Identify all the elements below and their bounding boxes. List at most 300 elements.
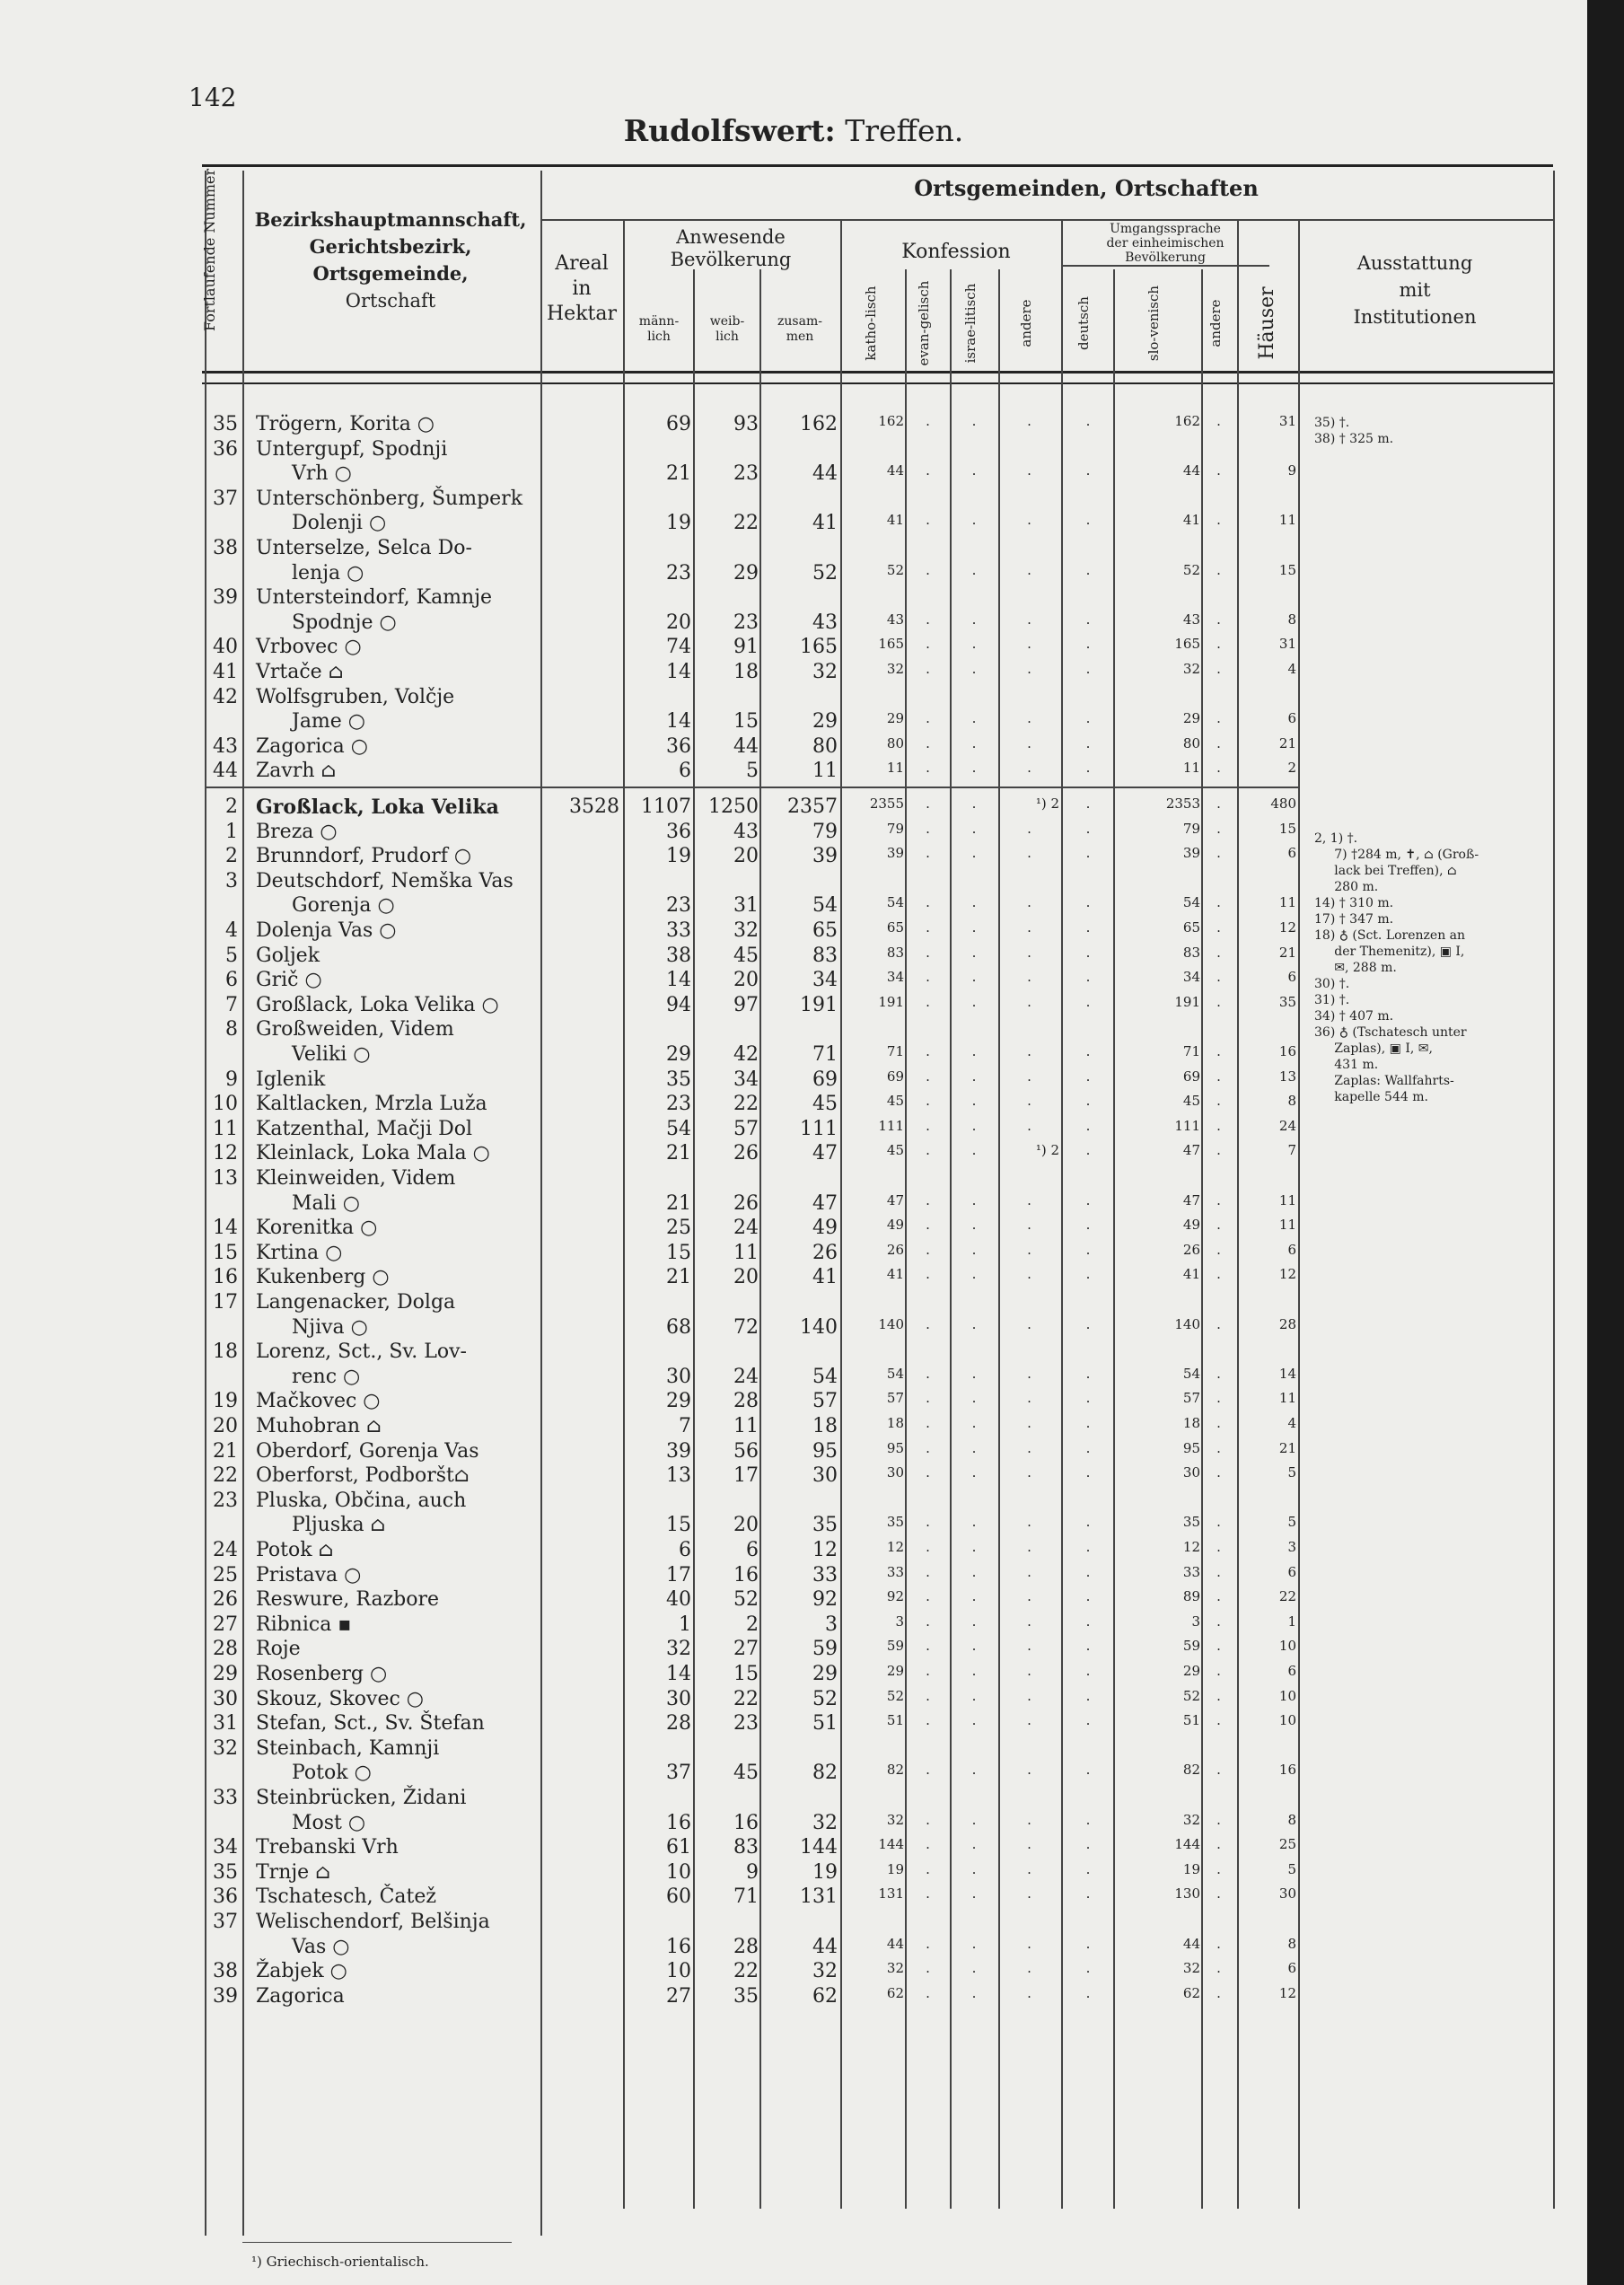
cell-number: 9 — [225, 1068, 238, 1091]
cell-zusammen: 95 — [812, 1439, 838, 1463]
cell-haeuser: 6 — [1287, 710, 1296, 727]
cell-weiblich: 32 — [733, 919, 759, 942]
cell-deutsch: . — [1085, 1935, 1091, 1952]
column-rule — [1298, 219, 1300, 2209]
cell-maennlich: 30 — [666, 1365, 691, 1388]
cell-katholisch: 43 — [886, 611, 904, 628]
column-rule — [242, 171, 244, 2236]
cell-katholisch: 2355 — [869, 795, 904, 812]
cell-haeuser: 11 — [1278, 894, 1296, 911]
cell-number: 11 — [213, 1117, 238, 1140]
cell-haeuser: 6 — [1287, 969, 1296, 986]
cell-weiblich: 23 — [733, 1712, 759, 1736]
cell-deutsch: . — [1085, 1860, 1091, 1877]
subheader-slovenisch: slo-venisch — [1146, 285, 1162, 362]
header-ortsgemeinden: Ortsgemeinden, Ortschaften — [914, 175, 1259, 201]
cell-ev: . — [926, 795, 930, 812]
cell-weiblich: 35 — [733, 1984, 759, 2008]
cell-ev: . — [926, 1613, 930, 1630]
cell-maennlich: 13 — [666, 1464, 691, 1488]
cell-slovenisch: 71 — [1182, 1042, 1200, 1059]
cell-deutsch: . — [1085, 919, 1091, 936]
cell-deutsch: . — [1085, 1042, 1091, 1059]
cell-maennlich: 25 — [666, 1217, 691, 1240]
cell-place-name: Deutschdorf, Nemška Vas — [256, 869, 514, 892]
cell-number: 19 — [213, 1390, 238, 1413]
cell-katholisch: 144 — [878, 1836, 904, 1853]
cell-place-name: Pristava ○ — [256, 1563, 362, 1586]
cell-andere: . — [1027, 611, 1031, 628]
cell-place-name: Lorenz, Sct., Sv. Lov- — [256, 1340, 467, 1364]
cell-haeuser: 11 — [1278, 512, 1296, 529]
cell-slovenisch: 2353 — [1165, 795, 1200, 812]
cell-ev: . — [926, 944, 930, 961]
column-rule — [205, 171, 206, 2236]
cell-andere: . — [1027, 561, 1031, 578]
cell-maennlich: 68 — [666, 1315, 691, 1339]
cell-maennlich: 14 — [666, 969, 691, 992]
cell-ev: . — [926, 661, 930, 677]
cell-ev: . — [926, 561, 930, 578]
cell-weiblich: 27 — [733, 1638, 759, 1661]
cell-maennlich: 6 — [679, 1539, 691, 1561]
cell-is: . — [971, 1638, 977, 1655]
cell-slovenisch: 30 — [1182, 1464, 1200, 1481]
cell-andere: . — [1027, 1762, 1031, 1779]
cell-place-name: Welischendorf, Belšinja — [256, 1911, 490, 1933]
cell-deutsch: . — [1085, 1464, 1091, 1481]
cell-katholisch: 26 — [886, 1241, 904, 1258]
cell-andere: . — [1027, 1068, 1031, 1085]
cell-deutsch: . — [1085, 969, 1091, 986]
column-rule — [1201, 269, 1203, 2209]
cell-is: . — [971, 1315, 977, 1332]
cell-katholisch: 41 — [886, 1266, 904, 1283]
cell-is: . — [971, 1687, 977, 1704]
cell-slovenisch: 44 — [1182, 462, 1200, 479]
cell-andere: . — [1027, 413, 1031, 429]
cell-place-name: Skouz, Skovec ○ — [256, 1687, 424, 1710]
cell-ev: . — [926, 1885, 930, 1903]
cell-andere: . — [1027, 1712, 1031, 1729]
cell-andere: . — [1027, 845, 1031, 862]
cell-ev: . — [926, 1042, 930, 1059]
cell-haeuser: 5 — [1287, 1514, 1296, 1531]
cell-maennlich: 29 — [666, 1042, 691, 1066]
cell-number: 7 — [225, 993, 238, 1016]
cell-haeuser: 8 — [1287, 1935, 1296, 1952]
cell-haeuser: 12 — [1278, 1984, 1296, 2001]
cell-slovenisch: 111 — [1174, 1117, 1200, 1134]
cell-andere: . — [1027, 636, 1031, 653]
cell-is: . — [971, 1836, 977, 1853]
subheader-andere: andere — [1018, 299, 1034, 347]
column-rule — [998, 269, 1000, 2209]
cell-zusammen: 32 — [812, 1811, 838, 1834]
cell-zusammen: 29 — [812, 710, 838, 734]
cell-is: . — [971, 820, 977, 837]
cell-katholisch: 30 — [886, 1464, 904, 1481]
cell-ev: . — [926, 636, 930, 653]
cell-slovenisch: 165 — [1174, 636, 1200, 653]
cell-maennlich: 21 — [666, 1191, 691, 1215]
cell-slovenisch: 12 — [1182, 1539, 1200, 1555]
cell-ev: . — [926, 1191, 930, 1208]
cell-deutsch: . — [1085, 1539, 1091, 1555]
cell-andere-sprache: . — [1216, 760, 1221, 777]
cell-place-name: Großlack, Loka Velika ○ — [256, 993, 499, 1016]
cell-andere-sprache: . — [1216, 1960, 1221, 1977]
cell-zusammen: 79 — [812, 820, 838, 843]
cell-place-name: Vrtače ⌂ — [256, 661, 344, 683]
cell-slovenisch: 33 — [1182, 1563, 1200, 1580]
cell-ev: . — [926, 1415, 930, 1431]
cell-deutsch: . — [1085, 1712, 1091, 1729]
cell-slovenisch: 54 — [1182, 1365, 1200, 1382]
cell-place-name: Krtina ○ — [256, 1241, 343, 1264]
cell-weiblich: 2 — [746, 1613, 759, 1636]
cell-katholisch: 69 — [886, 1068, 904, 1085]
cell-place-name: Njiva ○ — [292, 1315, 368, 1339]
cell-place-name: Breza ○ — [256, 820, 338, 843]
cell-is: . — [971, 969, 977, 986]
cell-andere: . — [1027, 1117, 1031, 1134]
cell-ev: . — [926, 462, 930, 479]
cell-weiblich: 45 — [733, 1762, 759, 1785]
cell-andere-sprache: . — [1216, 1266, 1221, 1283]
cell-haeuser: 4 — [1287, 661, 1296, 677]
cell-place-name: Korenitka ○ — [256, 1217, 378, 1240]
cell-weiblich: 43 — [733, 820, 759, 843]
cell-deutsch: . — [1085, 1365, 1091, 1382]
cell-place-name: Untersteindorf, Kamnje — [256, 586, 493, 610]
cell-katholisch: 32 — [886, 1960, 904, 1977]
cell-weiblich: 93 — [733, 413, 759, 435]
cell-place-name: Ribnica ▪ — [256, 1613, 352, 1636]
cell-andere-sprache: . — [1216, 1217, 1221, 1234]
cell-is: . — [971, 760, 977, 777]
cell-slovenisch: 43 — [1182, 611, 1200, 628]
cell-is: . — [971, 462, 977, 479]
cell-deutsch: . — [1085, 894, 1091, 911]
cell-weiblich: 11 — [733, 1241, 759, 1264]
cell-place-name: Gorenja ○ — [292, 894, 395, 918]
cell-andere-sprache: . — [1216, 1241, 1221, 1258]
cell-ev: . — [926, 1068, 930, 1085]
cell-is: . — [971, 919, 977, 936]
cell-ev: . — [926, 1984, 930, 2001]
cell-deutsch: . — [1085, 561, 1091, 578]
cell-deutsch: . — [1085, 1217, 1091, 1234]
cell-deutsch: . — [1085, 1613, 1091, 1630]
cell-andere-sprache: . — [1216, 1464, 1221, 1481]
cell-deutsch: . — [1085, 1390, 1091, 1407]
cell-place-name: Vas ○ — [292, 1935, 350, 1958]
cell-maennlich: 1 — [679, 1613, 691, 1636]
cell-haeuser: 12 — [1278, 919, 1296, 936]
cell-deutsch: . — [1085, 820, 1091, 837]
cell-place-name: Stefan, Sct., Sv. Štefan — [256, 1712, 485, 1736]
cell-ev: . — [926, 1539, 930, 1555]
cell-andere: . — [1027, 944, 1031, 961]
subheader-deutsch: deutsch — [1075, 296, 1092, 350]
cell-slovenisch: 65 — [1182, 919, 1200, 936]
cell-slovenisch: 29 — [1182, 710, 1200, 727]
notes-block-1: 35) †. 38) † 325 m. — [1314, 416, 1394, 446]
cell-ev: . — [926, 1836, 930, 1853]
cell-number: 29 — [213, 1663, 238, 1685]
cell-weiblich: 72 — [733, 1315, 759, 1339]
cell-maennlich: 16 — [666, 1935, 691, 1958]
cell-haeuser: 11 — [1278, 1217, 1296, 1234]
cell-slovenisch: 29 — [1182, 1663, 1200, 1679]
cell-slovenisch: 191 — [1174, 993, 1200, 1010]
cell-is: . — [971, 734, 977, 751]
cell-zusammen: 41 — [812, 1266, 838, 1289]
cell-is: . — [971, 1241, 977, 1258]
cell-weiblich: 57 — [733, 1117, 759, 1140]
cell-haeuser: 15 — [1278, 561, 1296, 578]
cell-deutsch: . — [1085, 1762, 1091, 1779]
cell-zusammen: 34 — [812, 969, 838, 992]
cell-katholisch: 52 — [886, 561, 904, 578]
cell-andere-sprache: . — [1216, 1663, 1221, 1679]
cell-number: 36 — [213, 437, 238, 461]
cell-weiblich: 56 — [733, 1439, 759, 1463]
cell-andere-sprache: . — [1216, 845, 1221, 862]
cell-haeuser: 13 — [1278, 1068, 1296, 1085]
cell-zusammen: 69 — [812, 1068, 838, 1091]
cell-andere-sprache: . — [1216, 561, 1221, 578]
cell-andere: . — [1027, 1514, 1031, 1531]
cell-zusammen: 41 — [812, 512, 838, 535]
column-rule — [950, 269, 952, 2209]
cell-andere: . — [1027, 1613, 1031, 1630]
header-rule-2 — [202, 382, 1553, 384]
cell-deutsch: . — [1085, 760, 1091, 777]
cell-zusammen: 111 — [800, 1117, 838, 1140]
column-rule — [1553, 171, 1555, 2209]
cell-andere: . — [1027, 512, 1031, 529]
cell-haeuser: 22 — [1278, 1588, 1296, 1605]
footnote: ¹) Griechisch-orientalisch. — [251, 2254, 429, 2270]
cell-maennlich: 39 — [666, 1439, 691, 1463]
cell-zusammen: 65 — [812, 919, 838, 942]
cell-andere-sprache: . — [1216, 1539, 1221, 1555]
cell-maennlich: 1107 — [641, 795, 691, 818]
cell-weiblich: 42 — [733, 1042, 759, 1066]
cell-deutsch: . — [1085, 1241, 1091, 1258]
cell-haeuser: 31 — [1278, 413, 1296, 429]
cell-place-name: Jame ○ — [292, 710, 366, 734]
cell-is: . — [971, 1068, 977, 1085]
cell-ev: . — [926, 611, 930, 628]
cell-weiblich: 9 — [746, 1860, 759, 1884]
cell-place-name: Langenacker, Dolga — [256, 1291, 456, 1314]
cell-haeuser: 10 — [1278, 1638, 1296, 1655]
cell-andere: . — [1027, 1811, 1031, 1828]
cell-number: 4 — [225, 919, 238, 942]
cell-ev: . — [926, 1811, 930, 1828]
cell-slovenisch: 80 — [1182, 734, 1200, 751]
cell-ev: . — [926, 969, 930, 986]
cell-deutsch: . — [1085, 1415, 1091, 1431]
cell-place-name: Steinbrücken, Židani — [256, 1787, 467, 1809]
cell-place-name: Pljuska ⌂ — [292, 1514, 386, 1537]
cell-number: 39 — [213, 586, 238, 610]
cell-number: 32 — [213, 1736, 238, 1760]
cell-haeuser: 4 — [1287, 1415, 1296, 1431]
cell-zusammen: 3 — [825, 1613, 838, 1636]
cell-number: 33 — [213, 1787, 238, 1809]
cell-slovenisch: 35 — [1182, 1514, 1200, 1531]
cell-deutsch: . — [1085, 611, 1091, 628]
cell-deutsch: . — [1085, 1563, 1091, 1580]
cell-haeuser: 8 — [1287, 1811, 1296, 1828]
cell-place-name: Mali ○ — [292, 1191, 360, 1215]
cell-zusammen: 57 — [812, 1390, 838, 1413]
cell-weiblich: 52 — [733, 1588, 759, 1612]
cell-maennlich: 19 — [666, 845, 691, 868]
top-rule — [202, 164, 1553, 167]
cell-katholisch: 34 — [886, 969, 904, 986]
cell-maennlich: 30 — [666, 1687, 691, 1710]
cell-deutsch: . — [1085, 1885, 1091, 1903]
cell-weiblich: 71 — [733, 1885, 759, 1909]
cell-andere-sprache: . — [1216, 1093, 1221, 1110]
cell-katholisch: 44 — [886, 462, 904, 479]
cell-katholisch: 83 — [886, 944, 904, 961]
cell-andere-sprache: . — [1216, 1687, 1221, 1704]
cell-place-name: Grič ○ — [256, 969, 322, 992]
cell-ev: . — [926, 1638, 930, 1655]
cell-andere-sprache: . — [1216, 1042, 1221, 1059]
cell-ev: . — [926, 512, 930, 529]
cell-zusammen: 59 — [812, 1638, 838, 1661]
cell-maennlich: 36 — [666, 820, 691, 843]
cell-katholisch: 52 — [886, 1687, 904, 1704]
cell-place-name: Vrh ○ — [292, 462, 352, 486]
cell-katholisch: 57 — [886, 1390, 904, 1407]
cell-slovenisch: 32 — [1182, 661, 1200, 677]
cell-andere: . — [1027, 734, 1031, 751]
cell-zusammen: 144 — [800, 1836, 838, 1859]
cell-slovenisch: 3 — [1191, 1613, 1200, 1630]
cell-weiblich: 22 — [733, 1687, 759, 1710]
cell-ev: . — [926, 1514, 930, 1531]
cell-number: 3 — [225, 869, 238, 892]
cell-andere-sprache: . — [1216, 710, 1221, 727]
cell-maennlich: 15 — [666, 1514, 691, 1537]
group-rule — [205, 787, 1298, 788]
cell-number: 34 — [213, 1836, 238, 1859]
cell-andere: . — [1027, 1885, 1031, 1903]
cell-haeuser: 480 — [1270, 795, 1296, 812]
cell-ev: . — [926, 1464, 930, 1481]
cell-number: 10 — [213, 1093, 238, 1116]
cell-is: . — [971, 636, 977, 653]
cell-maennlich: 15 — [666, 1241, 691, 1264]
cell-ev: . — [926, 894, 930, 911]
cell-slovenisch: 52 — [1182, 1687, 1200, 1704]
cell-maennlich: 23 — [666, 894, 691, 918]
cell-slovenisch: 69 — [1182, 1068, 1200, 1085]
cell-katholisch: 33 — [886, 1563, 904, 1580]
cell-zusammen: 32 — [812, 1960, 838, 1983]
cell-number: 21 — [213, 1439, 238, 1463]
cell-weiblich: 20 — [733, 1266, 759, 1289]
cell-is: . — [971, 1514, 977, 1531]
cell-andere: . — [1027, 661, 1031, 677]
cell-zusammen: 35 — [812, 1514, 838, 1537]
subheader-andere2: andere — [1207, 299, 1224, 347]
cell-andere: . — [1027, 1390, 1031, 1407]
cell-andere-sprache: . — [1216, 1142, 1221, 1159]
cell-maennlich: 23 — [666, 561, 691, 584]
cell-number: 24 — [213, 1539, 238, 1561]
cell-zusammen: 45 — [812, 1093, 838, 1116]
cell-slovenisch: 59 — [1182, 1638, 1200, 1655]
cell-place-name: Großlack, Loka Velika — [256, 795, 499, 819]
cell-andere-sprache: . — [1216, 1514, 1221, 1531]
cell-haeuser: 11 — [1278, 1191, 1296, 1208]
cell-zusammen: 39 — [812, 845, 838, 868]
cell-zusammen: 54 — [812, 894, 838, 918]
cell-deutsch: . — [1085, 1836, 1091, 1853]
cell-is: . — [971, 1365, 977, 1382]
cell-maennlich: 14 — [666, 710, 691, 734]
cell-haeuser: 8 — [1287, 1093, 1296, 1110]
cell-place-name: Dolenji ○ — [292, 512, 387, 535]
cell-haeuser: 6 — [1287, 1960, 1296, 1977]
cell-katholisch: 29 — [886, 1663, 904, 1679]
cell-areal: 3528 — [569, 795, 619, 818]
cell-maennlich: 20 — [666, 611, 691, 634]
cell-weiblich: 22 — [733, 1093, 759, 1116]
cell-place-name: Katzenthal, Mačji Dol — [256, 1117, 473, 1140]
cell-andere: . — [1027, 1935, 1031, 1952]
cell-zusammen: 83 — [812, 944, 838, 967]
cell-weiblich: 24 — [733, 1217, 759, 1240]
cell-weiblich: 22 — [733, 1960, 759, 1983]
cell-haeuser: 15 — [1278, 820, 1296, 837]
cell-deutsch: . — [1085, 462, 1091, 479]
cell-haeuser: 10 — [1278, 1712, 1296, 1729]
cell-haeuser: 5 — [1287, 1464, 1296, 1481]
cell-place-name: Žabjek ○ — [256, 1960, 347, 1983]
cell-andere-sprache: . — [1216, 944, 1221, 961]
cell-is: . — [971, 1042, 977, 1059]
cell-weiblich: 17 — [733, 1464, 759, 1488]
cell-number: 17 — [213, 1291, 238, 1314]
cell-slovenisch: 39 — [1182, 845, 1200, 862]
header-rule — [202, 371, 1553, 374]
cell-place-name: Goljek — [256, 944, 320, 967]
cell-deutsch: . — [1085, 1514, 1091, 1531]
cell-slovenisch: 49 — [1182, 1217, 1200, 1234]
cell-ev: . — [926, 1663, 930, 1679]
cell-place-name: Spodnje ○ — [292, 611, 397, 634]
cell-weiblich: 23 — [733, 611, 759, 634]
cell-katholisch: 41 — [886, 512, 904, 529]
cell-deutsch: . — [1085, 993, 1091, 1010]
cell-place-name: Muhobran ⌂ — [256, 1415, 382, 1437]
cell-andere: . — [1027, 1217, 1031, 1234]
cell-katholisch: 92 — [886, 1588, 904, 1605]
cell-maennlich: 21 — [666, 1266, 691, 1289]
cell-andere-sprache: . — [1216, 1836, 1221, 1853]
page-number: 142 — [189, 83, 237, 112]
